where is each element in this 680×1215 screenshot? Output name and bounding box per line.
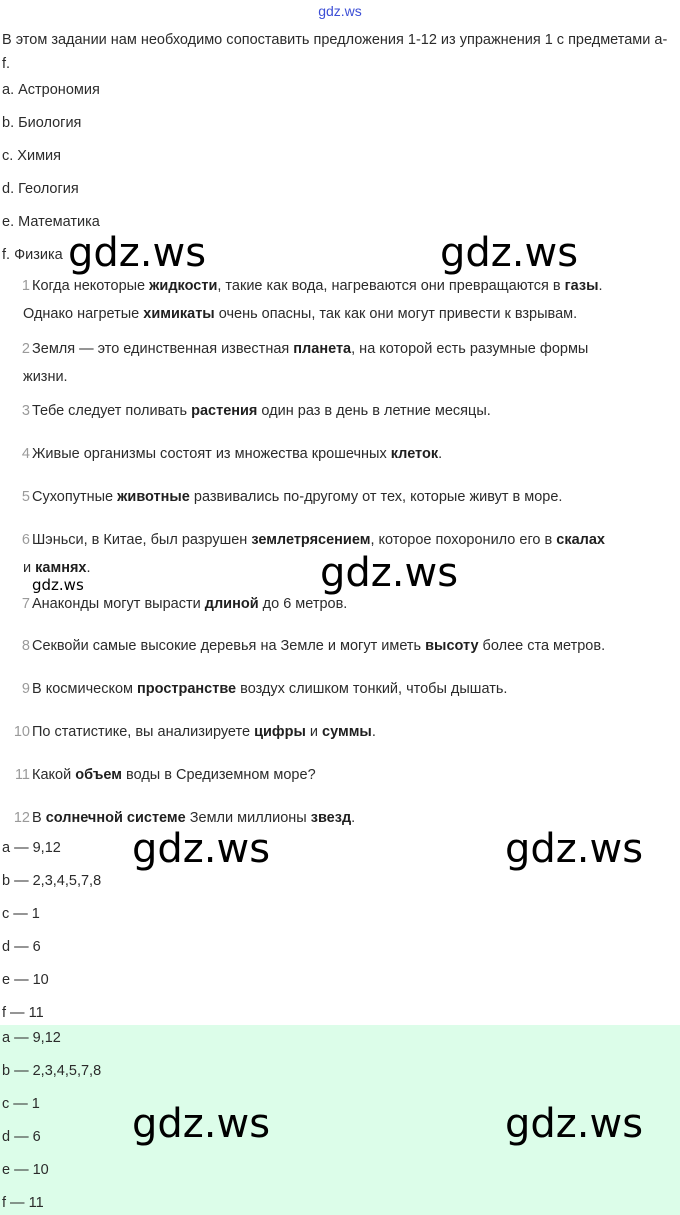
subject-item: b. Биология bbox=[2, 115, 82, 131]
sentence-line bbox=[32, 638, 605, 654]
keyword: пространстве bbox=[137, 681, 237, 697]
keyword: длиной bbox=[204, 596, 259, 612]
sentence-text: воздух слишком тонкий, чтобы дышать. bbox=[236, 681, 508, 697]
sentence-line bbox=[32, 724, 376, 740]
keyword: растения bbox=[191, 403, 258, 419]
sentence-text: . bbox=[438, 446, 443, 462]
sentence-text: Какой bbox=[32, 767, 76, 783]
highlighted-answer-item: a — 9,12 bbox=[2, 1030, 61, 1046]
task-intro: В этом задании нам необходимо сопоставить предложения 1-12 из упражнения 1 с предметами a-f. bbox=[2, 32, 668, 72]
sentence-text: Анаконды могут вырасти bbox=[32, 596, 205, 612]
sentence-item bbox=[10, 761, 675, 789]
sentence-text: Земля — это единственная известная bbox=[32, 341, 294, 357]
sentence-text: воды в Средиземном море? bbox=[122, 767, 316, 783]
answer-item: f — 11 bbox=[2, 1005, 44, 1021]
sentence-text: жизни. bbox=[23, 369, 68, 385]
sentence-number: 4 bbox=[21, 446, 30, 462]
watermark: gdz.ws bbox=[132, 1101, 271, 1147]
sentence-line bbox=[32, 810, 355, 826]
keyword: объем bbox=[75, 767, 123, 783]
keyword: химикаты bbox=[143, 306, 215, 322]
subject-item: f. Физика bbox=[2, 247, 63, 263]
sentence-line bbox=[32, 767, 316, 783]
keyword: планета bbox=[293, 341, 352, 357]
sentence-text: и bbox=[23, 560, 36, 576]
sentence-line bbox=[32, 341, 588, 357]
answer-item: c — 1 bbox=[2, 906, 40, 922]
keyword: газы bbox=[564, 278, 599, 294]
sentence-item bbox=[10, 272, 675, 328]
sentence-number: 7 bbox=[21, 596, 30, 612]
keyword: животные bbox=[117, 489, 190, 505]
sentence-text: Секвойи самые высокие деревья на Земле и могут иметь bbox=[32, 638, 426, 654]
highlighted-answer-item: c — 1 bbox=[2, 1096, 40, 1112]
sentence-number: 2 bbox=[21, 341, 30, 357]
sentence-text: развивались по-другому от тех, которые живут в море. bbox=[189, 489, 563, 505]
answer-item: a — 9,12 bbox=[2, 840, 61, 856]
keyword: суммы bbox=[322, 724, 372, 740]
sentence-text: Однако нагретые bbox=[23, 306, 144, 322]
subject-item: e. Математика bbox=[2, 214, 100, 230]
sentence-text: , которое похоронило его в bbox=[370, 532, 557, 548]
highlighted-answer-item: e — 10 bbox=[2, 1162, 49, 1178]
sentence-continuation bbox=[10, 363, 675, 391]
sentence-number: 1 bbox=[21, 278, 30, 294]
sentence-number: 10 bbox=[13, 724, 30, 740]
keyword: высоту bbox=[425, 638, 479, 654]
watermark: gdz.ws bbox=[505, 826, 644, 872]
sentence-text: один раз в день в летние месяцы. bbox=[257, 403, 491, 419]
subject-item: d. Геология bbox=[2, 181, 79, 197]
watermark: gdz.ws bbox=[320, 550, 459, 596]
highlighted-answer-item: d — 6 bbox=[2, 1129, 41, 1145]
sentence-text: . bbox=[598, 278, 603, 294]
sentence-line bbox=[32, 489, 562, 505]
keyword: цифры bbox=[254, 724, 306, 740]
sentence-number: 6 bbox=[21, 532, 30, 548]
sentence-line bbox=[32, 596, 347, 612]
sentence-text: и bbox=[305, 724, 323, 740]
sentence-text: Тебе следует поливать bbox=[32, 403, 192, 419]
sentence-text: В космическом bbox=[32, 681, 138, 697]
sentence-text: . bbox=[371, 724, 376, 740]
sentence-item bbox=[10, 440, 675, 468]
keyword: звезд bbox=[310, 810, 352, 826]
highlighted-answer-item: b — 2,3,4,5,7,8 bbox=[2, 1063, 102, 1079]
watermark: gdz.ws bbox=[32, 576, 84, 594]
sentence-line bbox=[32, 403, 491, 419]
watermark: gdz.ws bbox=[132, 826, 271, 872]
watermark: gdz.ws bbox=[505, 1101, 644, 1147]
subject-item: c. Химия bbox=[2, 148, 61, 164]
sentence-text: Сухопутные bbox=[32, 489, 118, 505]
watermark: gdz.ws bbox=[440, 230, 579, 276]
sentence-line bbox=[32, 446, 442, 462]
keyword: землетрясением bbox=[251, 532, 371, 548]
sentence-text: Когда некоторые bbox=[32, 278, 150, 294]
answer-item: e — 10 bbox=[2, 972, 49, 988]
sentence-text: По статистике, вы анализируете bbox=[32, 724, 255, 740]
sentence-item bbox=[10, 483, 675, 511]
keyword: солнечной системе bbox=[45, 810, 186, 826]
keyword: скалах bbox=[556, 532, 605, 548]
sentence-text: В bbox=[32, 810, 46, 826]
sentence-number: 3 bbox=[21, 403, 30, 419]
site-link[interactable]: gdz.ws bbox=[318, 3, 362, 19]
sentence-number: 11 bbox=[14, 767, 30, 783]
sentence-number: 12 bbox=[13, 810, 30, 826]
answer-item: b — 2,3,4,5,7,8 bbox=[2, 873, 102, 889]
sentence-text: . bbox=[351, 810, 356, 826]
answer-item: d — 6 bbox=[2, 939, 41, 955]
keyword: жидкости bbox=[149, 278, 218, 294]
watermark: gdz.ws bbox=[68, 230, 207, 276]
sentence-line bbox=[32, 278, 603, 294]
sentence-item bbox=[10, 675, 675, 703]
sentence-text: Шэньси, в Китае, был разрушен bbox=[32, 532, 252, 548]
sentence-text: , такие как вода, нагреваются они превращаются в bbox=[217, 278, 565, 294]
sentence-item bbox=[10, 632, 675, 660]
sentence-text: более ста метров. bbox=[478, 638, 606, 654]
keyword: камнях bbox=[35, 560, 87, 576]
sentence-text: , на которой есть разумные формы bbox=[351, 341, 589, 357]
sentence-continuation bbox=[10, 300, 675, 328]
sentence-text: очень опасны, так как они могут привести к взрывам. bbox=[214, 306, 578, 322]
sentence-number: 8 bbox=[21, 638, 30, 654]
sentence-text: Живые организмы состоят из множества крошечных bbox=[32, 446, 391, 462]
sentence-text: . bbox=[86, 560, 91, 576]
sentence-item bbox=[10, 718, 675, 746]
sentence-number: 5 bbox=[21, 489, 30, 505]
sentence-text: до 6 метров. bbox=[258, 596, 348, 612]
subject-item: a. Астрономия bbox=[2, 82, 100, 98]
sentence-line bbox=[32, 532, 605, 548]
sentence-text: Земли миллионы bbox=[185, 810, 311, 826]
sentence-item bbox=[10, 397, 675, 425]
sentence-item bbox=[10, 335, 675, 391]
highlighted-answer-item: f — 11 bbox=[2, 1195, 44, 1211]
sentence-number: 9 bbox=[21, 681, 30, 697]
sentence-line bbox=[32, 681, 507, 697]
keyword: клеток bbox=[390, 446, 439, 462]
